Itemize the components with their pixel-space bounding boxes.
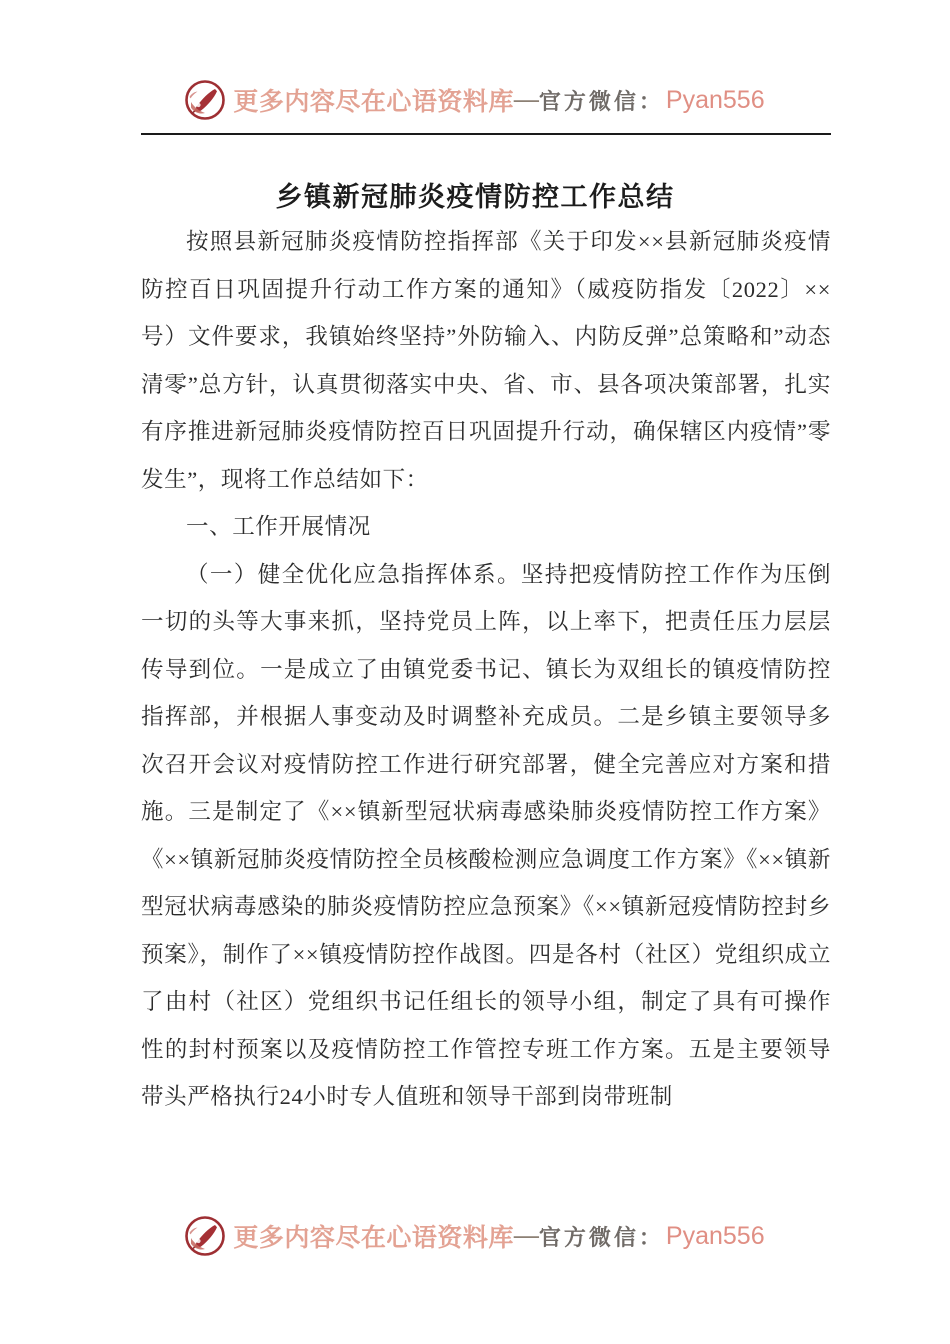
watermark-separator: — [513,86,539,113]
footer-watermark [0,1214,950,1258]
watermark-separator: — [513,1222,539,1249]
subsection-one-body: （一）健全优化应急指挥体系。坚持把疫情防控工作作为压倒一切的头等大事来抓，坚持党员上阵，以上率下，把责任压力层层传导到位。一是成立了由镇党委书记、镇长为双组长的镇疫情防控指挥部，并根据人事变动及时调整补充成员。二是乡镇主要领导多次召开会议对疫情防控工作进行研究部署，健全完善应对方案和措施。三是制定了《××镇新型冠状病毒感染肺炎疫情防控工作方案》《××镇新冠肺炎疫情防控全员核酸检测应急调度工作方案》《××镇新型冠状病毒感染的肺炎疫情防控应急预案》《××镇新冠疫情防控封乡预案》，制作了××镇疫情防控作战图。四是各村（社区）党组织成立了由村（社区）党组织书记任组长的领导小组，制定了具有可操作性的封村预案以及疫情防控工作管控专班工作方案。五是主要领导带头严格执行24小时专人值班和领导干部到岗带班制 [141,561,831,1109]
xinyu-library-brush-logo-icon [185,1216,225,1256]
paragraph-intro: 按照县新冠肺炎疫情防控指挥部《关于印发××县新冠肺炎疫情防控百日巩固提升行动工作方案的通知》（威疫防指发〔2022〕××号）文件要求，我镇始终坚持”外防输入、内防反弹”总策略和”动态清零”总方针，认真贯彻落实中央、省、市、县各项决策部署，扎实有序推进新冠肺炎疫情防控百日巩固提升行动，确保辖区内疫情”零发生”，现将工作总结如下： [141,229,831,492]
watermark-main-text: 更多内容尽在心语资料库 [233,89,514,116]
watermark-wechat-label: 官方微信： [538,88,664,114]
section-heading-one: 一、工作开展情况 [186,514,371,539]
header-watermark [0,78,950,122]
xinyu-library-brush-logo-icon [185,80,225,120]
document-body [141,218,831,1121]
watermark-main-text: 更多内容尽在心语资料库 [233,1225,514,1252]
watermark-wechat-label: 官方微信： [538,1224,664,1250]
watermark-wechat-id: Pyan556 [665,1221,765,1250]
watermark-wechat-id: Pyan556 [665,85,765,114]
header-divider [141,133,831,135]
page-title: 乡镇新冠肺炎疫情防控工作总结 [275,182,675,213]
